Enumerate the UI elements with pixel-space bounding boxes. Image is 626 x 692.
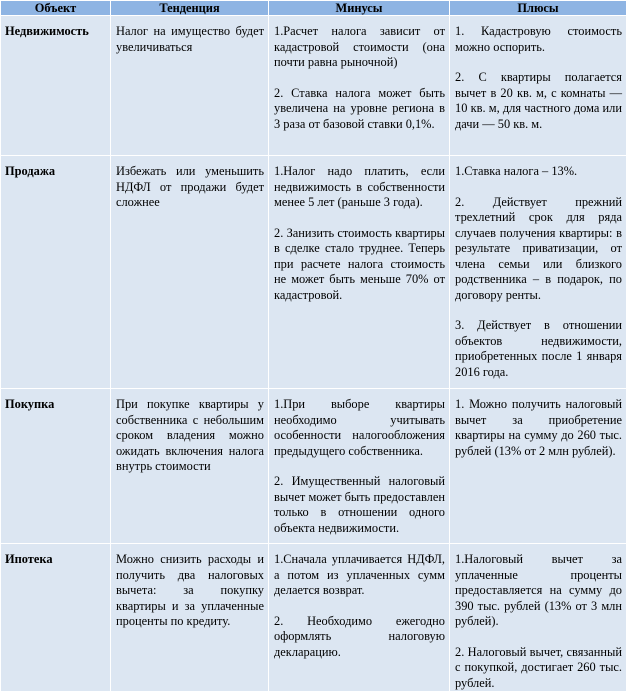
object-cell: Покупка	[1, 389, 111, 544]
pluses-cell	[450, 156, 626, 389]
plus-item: 1.Ставка налога – 13%.	[455, 164, 622, 180]
minus-item: 2. Занизить стоимость квартиры в сделке стало труднее. Теперь при расчете налога стоимость не может быть меньше 70% от кадастровой.	[274, 226, 445, 304]
header-minuses: Минусы	[269, 1, 450, 16]
header-trend: Тенденция	[111, 1, 269, 16]
trend-cell	[111, 389, 269, 544]
plus-item: 2. С квартиры полагается вычет в 20 кв. м, с комнаты — 10 кв. м, для частного дома или дачи — 50 кв. м.	[455, 70, 622, 132]
table-row	[1, 389, 626, 544]
minus-item: 1.Сначала уплачивается НДФЛ, а потом из уплаченных сумм делается возврат.	[274, 552, 445, 599]
plus-item: 2. Действует прежний трехлетний срок для ряда случаев получения квартиры: в результате приватизации, от члена семьи или близкого родственника – в подарок, по договору ренты.	[455, 195, 622, 304]
pluses-cell	[450, 389, 626, 544]
minuses-cell	[269, 389, 450, 544]
object-cell: Ипотека	[1, 544, 111, 692]
minus-item: 2. Необходимо ежегодно оформлять налоговую декларацию.	[274, 614, 445, 661]
object-cell: Недвижимость	[1, 16, 111, 156]
plus-item: 1.Налоговый вычет за уплаченные проценты предоставляется на сумму до 390 тыс. рублей (13% от 3 млн рублей).	[455, 552, 622, 630]
plus-item: 1. Кадастровую стоимость можно оспорить.	[455, 24, 622, 55]
header-object: Объект	[1, 1, 111, 16]
header-row	[1, 1, 626, 16]
plus-item: 3. Действует в отношении объектов недвижимости, приобретенных после 1 января 2016 года.	[455, 318, 622, 380]
minus-item: 1.Налог надо платить, если недвижимость в собственности менее 5 лет (раньше 3 года).	[274, 164, 445, 211]
plus-item: 2. Налоговый вычет, связанный с покупкой, достигает 260 тыс. рублей.	[455, 645, 622, 692]
minus-item: 2. Имущественный налоговый вычет может быть предоставлен только в отношении одного объекта недвижимости.	[274, 474, 445, 536]
trend-paragraph: Избежать или уменьшить НДФЛ от продажи будет сложнее	[116, 164, 264, 211]
trend-paragraph: При покупке квартиры у собственника с небольшим сроком владения можно ожидать включения налога внутрь стоимости	[116, 397, 264, 475]
minus-item: 2. Ставка налога может быть увеличена на уровне региона в 3 раза от базовой ставки 0,1%.	[274, 86, 445, 133]
pluses-cell	[450, 544, 626, 692]
table-row	[1, 16, 626, 156]
plus-item: 1. Можно получить налоговый вычет за приобретение квартиры на сумму до 260 тыс. рублей (13% от 2 млн рублей).	[455, 397, 622, 459]
table-row	[1, 156, 626, 389]
minuses-cell	[269, 544, 450, 692]
trend-cell	[111, 156, 269, 389]
minus-item: 1.Расчет налога зависит от кадастровой стоимости (она почти равна рыночной)	[274, 24, 445, 71]
pluses-cell	[450, 16, 626, 156]
table-row	[1, 544, 626, 692]
minuses-cell	[269, 156, 450, 389]
trend-paragraph: Можно снизить расходы и получить два налоговых вычета: за покупку квартиры и за уплаченные проценты по кредиту.	[116, 552, 264, 630]
minuses-cell	[269, 16, 450, 156]
minus-item: 1.При выборе квартиры необходимо учитывать особенности налогообложения предыдущего собственника.	[274, 397, 445, 459]
header-pluses: Плюсы	[450, 1, 626, 16]
trend-paragraph: Налог на имущество будет увеличиваться	[116, 24, 264, 55]
trend-cell	[111, 544, 269, 692]
object-cell: Продажа	[1, 156, 111, 389]
trend-cell	[111, 16, 269, 156]
